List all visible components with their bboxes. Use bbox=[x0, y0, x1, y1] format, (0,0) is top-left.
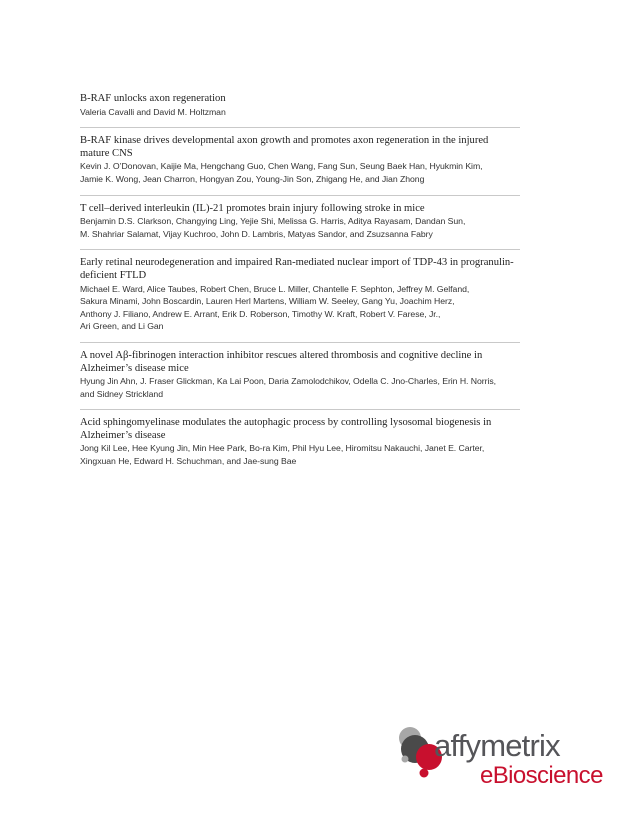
article-authors: Hyung Jin Ahn, J. Fraser Glickman, Ka Lai Poon, Daria Zamolodchikov, Odella C. Jno-Charles, Erin H. Norris, bbox=[80, 376, 496, 387]
affymetrix-logo bbox=[386, 726, 603, 796]
article-entry bbox=[80, 135, 520, 185]
logo-dot-small-grey-icon bbox=[402, 756, 409, 763]
article-authors: Benjamin D.S. Clarkson, Changying Ling, Yejie Shi, Melissa G. Harris, Aditya Rayasam, Dandan Sun, bbox=[80, 216, 466, 227]
article-entry bbox=[80, 257, 520, 333]
article-title[interactable]: Early retinal neurodegeneration and impaired Ran-mediated nuclear import of TDP-43 in progranulin-deficient FTLD bbox=[80, 257, 514, 281]
logo-wordmark: affymetrix bbox=[434, 728, 560, 763]
article-authors: Xingxuan He, Edward H. Schuchman, and Jae-sung Bae bbox=[80, 456, 297, 467]
article-authors: Jong Kil Lee, Hee Kyung Jin, Min Hee Park, Bo-ra Kim, Phil Hyu Lee, Hiromitsu Nakauchi, Janet E. Carter, bbox=[80, 443, 485, 454]
article-title[interactable]: A novel Aβ-fibrinogen interaction inhibitor rescues altered thrombosis and cognitive decline in Alzheimer’s disease mice bbox=[80, 349, 483, 374]
divider bbox=[80, 127, 520, 128]
article-entry bbox=[80, 93, 520, 118]
article-title[interactable]: B-RAF unlocks axon regeneration bbox=[80, 93, 226, 104]
article-title[interactable]: T cell–derived interleukin (IL)-21 promotes brain injury following stroke in mice bbox=[80, 202, 425, 214]
article-authors: Jamie K. Wong, Jean Charron, Hongyan Zou, Young-Jin Son, Zhigang He, and Jian Zhong bbox=[80, 173, 425, 184]
article-authors: M. Shahriar Salamat, Vijay Kuchroo, John D. Lambris, Matyas Sandor, and Zsuzsanna Fabry bbox=[80, 228, 433, 239]
divider bbox=[80, 249, 520, 250]
article-authors: Sakura Minami, John Boscardin, Lauren Herl Martens, William W. Seeley, Gang Yu, Joachim Herz, bbox=[80, 296, 455, 307]
article-title[interactable]: B-RAF kinase drives developmental axon growth and promotes axon regeneration in the injured mature CNS bbox=[80, 135, 489, 159]
logo-dot-small-red-icon bbox=[420, 769, 429, 778]
article-authors: Ari Green, and Li Gan bbox=[80, 321, 164, 332]
article-entry bbox=[80, 350, 520, 400]
article-title[interactable]: Acid sphingomyelinase modulates the autophagic process by controlling lysosomal biogenesis in Alzheimer’s disease bbox=[80, 417, 492, 441]
divider bbox=[80, 342, 520, 343]
article-entry bbox=[80, 417, 520, 467]
logo-subbrand: eBioscience bbox=[480, 762, 603, 789]
article-authors: Valeria Cavalli and David M. Holtzman bbox=[80, 106, 226, 117]
divider bbox=[80, 409, 520, 410]
article-authors: Kevin J. O’Donovan, Kaijie Ma, Hengchang Guo, Chen Wang, Fang Sun, Seung Baek Han, Hyukmin Kim, bbox=[80, 161, 483, 172]
article-authors: and Sidney Strickland bbox=[80, 388, 163, 399]
article-authors: Anthony J. Filiano, Andrew E. Arrant, Erik D. Roberson, Timothy W. Kraft, Robert V. Farese, Jr., bbox=[80, 308, 441, 319]
article-entry bbox=[80, 203, 520, 241]
article-list bbox=[80, 93, 520, 477]
divider bbox=[80, 195, 520, 196]
article-authors: Michael E. Ward, Alice Taubes, Robert Chen, Bruce L. Miller, Chantelle F. Sephton, Jeffrey M. Gelfand, bbox=[80, 283, 470, 294]
